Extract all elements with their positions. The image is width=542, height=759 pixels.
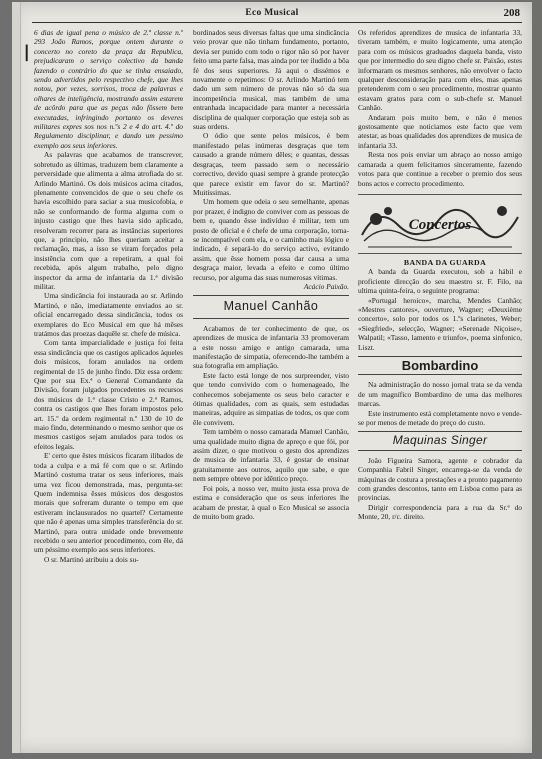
- article-paragraph: João Figueira Samora, agente e cobrador da Companhia Fabril Singer, encarrega-se da venda de máquinas de costura a prestações e a pronto pagamento com grandes descontos, tanto em Lisboa como para as provincias.: [358, 455, 522, 503]
- article-paragraph: Com tanta imparcialidade e justiça foi feita essa sindicância que os castigos aplicados àqueles dois músicos, foram anulados na ordem regimental de 15 de junho findo. Diz essa ordem: Que por sua Ex.ª o General Comandante da Divisão, foram julgados procedentes os recursos dos músicos de 1.ª classe Cristo e 2.ª Ramos, contra os castigos que lhes foram impostos pelo art. 15.º da ordem regimental n.º 130 de 10 de maio findo, determinando o mesmo senhor que os mesmos castigos sejam anulados para todos os efeitos legais.: [34, 338, 183, 451]
- article-paragraph: Foi pois, a nosso ver, muito justa essa prova de estima e consideração que os seus inferiores lhe acabam de prestar, à qual o Eco Musical se associa de muito bom grado.: [193, 483, 349, 521]
- article-paragraph: A banda da Guarda executou, sob a hábil e proficiente direcção do seu maestro sr. F. Filo, na ultima quinta-feira, o seguinte programa:: [358, 267, 522, 296]
- article-paragraph: Os referidos aprendizes de musica de infantaria 33, tiveram também, e muito logicamente, uma atenção para com os músicos graduados daquela banda, visto que por intermedio do seu digno chefe sr. Paixão, estes informaram os mesmos senhores, não envolver o facto qualquer desconsideração para com eles, mas apenas pretenderem com o seu procedimento, mostrar quanto estavam gratos para com o sub-chefe sr. Manuel Canhão.: [358, 28, 522, 113]
- article-signature: Acácio Paixão.: [303, 281, 349, 291]
- newspaper-page: [12, 2, 532, 753]
- subheading-banda-da-guarda: BANDA DA GUARDA: [403, 257, 487, 267]
- article-paragraph: bordinados seus diversas faltas que uma sindicância veio provar que não tinham fundamento, portanto, devia ser punido com todo o rigor não só por haver feito uma parte falsa, mas ainda por ter iludido a bôa fé dos seus superiores. Já aqui o dissémos e novamente o repetimos: O sr. Arlindo Martinó tem dado um sem número de provas não só da sua incompetência musical, mas também de uma entranhada incapacidade para manter a necessária disciplina de qualquer corporação que esteja sob as suas ordens.: [193, 28, 349, 132]
- page-header: [24, 5, 520, 21]
- article-paragraph: O sr. Martinó atribuiu a dois su-: [44, 554, 139, 564]
- section-heading-bombardino: Bombardino: [358, 356, 522, 375]
- article-paragraph: 6 dias de igual pena o músico de 2.ª classe n.º 293 João Ramos, porque ontem durante o concerto no coreto da praça da Republica, prejudicaram o serviço colectivo da banda fazendo o contrário do que se tinha ensaiado, sendo advertidos pelo respectivo chefe, que lhes notou, por vezes, sorrisos, troca de palavras e olhares de inteligência, mostrando assim estarem de acôrdo para que as peças não fôssem bem executadas, infringindo portanto os deveres militares expres sos nos n.ºs 2 e 4 do art. 4.º do Regulamento disciplinar, e dando um pessimo exemplo aos seus inferiores.: [34, 28, 183, 150]
- article-paragraph: Acabamos de ter conhecimento de que, os aprendizes de musica de infantaria 33 promoveram a este nosso amigo e antigo camarada, uma manifestação de simpatia, oferecendo-lhe também a sua fotografia em ampliação.: [193, 323, 349, 371]
- article-paragraph: Tem também o nosso camarada Manuel Canhão, uma qualidade muito digna de apreço e que fói, por assim dizer, o que motivou o gesto dos aprendizes de musica de infantaria 33, é gostar de ensinar gratuitamente aos outros, aquilo que sabe, e que nem sempre obteve por idêntico preço.: [193, 427, 349, 484]
- column-left: [34, 28, 183, 750]
- article-paragraph: Na administração do nosso jornal trata se da venda de um magnífico Bombardino de uma das melhores marcas.: [358, 380, 522, 409]
- concertos-ornament-banner: [358, 194, 522, 254]
- article-paragraph: Uma sindicância foi instaurada ao sr. Arlindo Martinó, e não, imediatamente enviados ao sr. oficial encarregado dessa sindicância, todos os exemplares do Eco Musical em que há mêses tratámos das proezas daquêle sr. chefe de música.: [34, 291, 183, 338]
- article-paragraph: E' certo que êstes músicos ficaram ilibados de toda a culpa e a má fé com que o sr. Arlindo Martinó costuma tratar os seus inferiores, mais uma vez ficou demonstrada, mas, pergunta-se: Quem indemnisa êsses músicos dos desgostos morais que sofreram durante o tempo em que estiveram inclausurados no quartel? Certamente que não é apenas uma simples transferência do sr. Martinó, para outra unidade onde brevemente recebido o seu anterior procedimento, com êle, dá um péssimo exemplo aos seus inferiores.: [34, 451, 183, 555]
- article-paragraph: Um homem que odeia o seu semelhante, apenas por prazer, é indigno de conviver com as pessoas de bem e, quando êsse indivíduo é militar, tem um posto de oficial e é chefe de uma corporação, torna-se incompatível com ela, e o caminho mais lógico e indicado, é separá-lo do serviço activo, evitando assim, que êsse homem possa dar causa a uma desgraça maior, levada a efeito e como último recurso, por alguma das suas numerosas vítimas.: [193, 197, 349, 282]
- article-paragraph: O ódio que sente pelos músicos, é bem manifestado pelas inúmeras desgraças que tem causado a grande número dêles; e quantas, dessas desgraças, teem passado sem o necessário correctivo, devido quasi sempre à grande protecção que parece existir em favor do sr. Martinó? Muitíssimas.: [193, 131, 349, 197]
- section-heading-maquinas-singer: Maquinas Singer: [358, 431, 522, 450]
- column-middle: [193, 28, 349, 750]
- article-paragraph: Este facto está longe de nos surpreender, visto que tendo convivido com o homenageado, lhe conhecemos sobejamente os seus belo caracter e ótimas qualidades, com as quais, sem estudadas maneiras, adquire as simpatias de todos, os que com êle convivem.: [193, 370, 349, 427]
- column-right: [358, 28, 522, 750]
- article-paragraph: Dirigir correspondencia para a rua da Sr.ª do Monte, 20, r/c. direito.: [358, 502, 522, 522]
- article-paragraph: Este instrumento está completamente novo e vende-se por menos de metade do preço do custo.: [358, 408, 522, 427]
- binding-mark: ❘: [20, 44, 34, 61]
- page-header-title: Eco Musical: [245, 8, 299, 18]
- ornament-illustration: [358, 195, 522, 253]
- binding-margin: [12, 2, 21, 753]
- concert-programme: «Portugal heroico», marcha, Mendes Canhão; «Mestres cantores», ouverture, Wagner; «Deuxième concerto», solo por todos os 1.ºs clarinetes, Weber; «Siegfried», selecção, Wagner; «Serenade Niçoise», Walpatil; «Tasso, lamento e triunfo», poema sinfonico, Liszt.: [358, 295, 522, 352]
- article-paragraph: As palavras que acabamos de transcrever, sobretudo as últimas, traduzem bem claramente a perversidade que alimenta a alma atrofiada do sr. Arlindo Martinó. Os dois músicos acima citados, plenamente convencidos de que o seu chefe os havia escolhido para saciar a sua musicofobia, e não se conformando de forma alguma com o injusto castigo que lhes havia sido aplicado, resolveram recorrer para as instâncias superiores que, a principio, não lhes queriam aceitar a reclamação, mas, a isso se viram forçados pela insistência com que a repetiram, a qual foi recebida, após algum trabalho, pelo digno inspector da arma de infantaria da 1.ª divisão militar.: [34, 150, 183, 291]
- section-heading-manuel-canhao: Manuel Canhão: [193, 295, 349, 318]
- page-number: 208: [503, 7, 520, 19]
- header-rule: [32, 22, 522, 23]
- article-paragraph: Andaram pois muito bem, e não é menos gostosamente que noticiamos este facto que vem atestar, as boas qualidades dos aprendizes de musica de infantaria 33.: [358, 112, 522, 150]
- svg-text:Concertos: Concertos: [408, 216, 472, 233]
- article-paragraph: Resta nos pois enviar um abraço ao nosso amigo camarada a quem felicitamos sinceramente, fazendo votos para que continue a receber o premio dos seus bons actos e correcto procedimento.: [358, 150, 522, 188]
